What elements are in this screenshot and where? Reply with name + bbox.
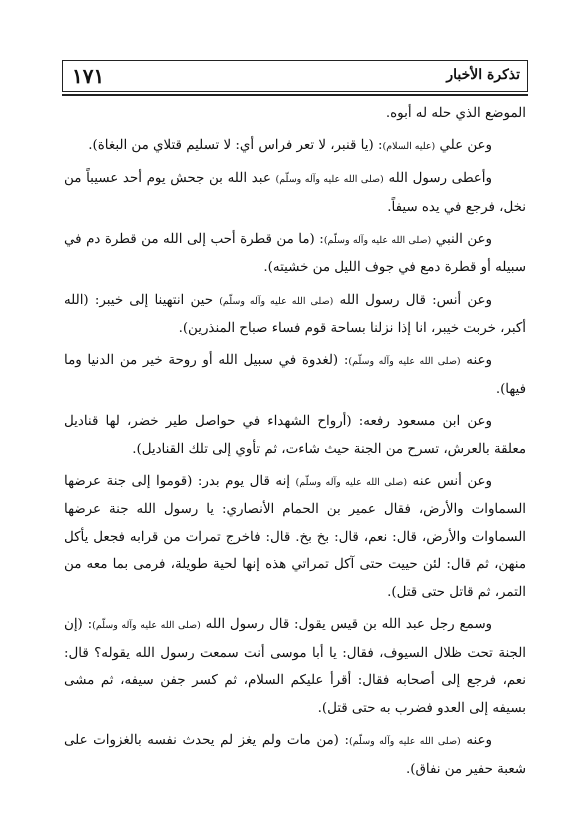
text-segment: وعنه [460,732,492,748]
paragraph [64,132,526,161]
paragraph [64,408,526,463]
running-title: تذكرة الأخبار [446,67,520,83]
honorific-phrase: (صلى الله عليه وآله وسلّم) [92,620,201,632]
honorific-phrase: (صلى الله عليه وآله وسلّم) [349,735,461,747]
text-segment: وعن النبي [431,231,492,247]
text-segment: إنه قال يوم بدر: (قوموا إلى جنة عرضها السماوات والأرض، فقال عمير بن الحمام الأنصاري: يا رسول الله جنة عرضها السماوات والأرض، قال: نعم، قال: بخ بخ. قال: فاخرج تمرات من قرابه فجعل يأكل منهن، ثم قال: لئن حييت حتى آكل تمراتي هذه إنها لحية طويلة، فرمى بما معه من التمر، ثم قاتل حتى قتل). [64,473,526,600]
honorific-phrase: (صلى الله عليه وآله وسلّم) [219,295,334,307]
text-segment: وسمع رجل عبد الله بن قيس يقول: قال رسول الله [200,617,492,633]
text-segment: وعن أنس عنه [407,473,492,489]
body-text [64,100,526,788]
paragraph [64,165,526,221]
text-segment: حين انتهينا إلى خيبر: (الله أكبر، خربت خيبر، انا إذا نزلنا بساحة قوم فساء صباح المنذرين). [64,292,526,337]
paragraph [64,100,526,128]
paragraph [64,727,526,783]
header-rule [62,94,528,96]
paragraph [64,226,526,282]
text-segment: وعنه [460,353,492,369]
text-segment: : (لغدوة في سبيل الله أو روحة خير من الدنيا وما فيها). [64,353,526,397]
paragraph [64,287,526,343]
honorific-phrase: (صلى الله عليه وآله وسلّم) [348,356,461,368]
text-segment: عبد الله بن جحش يوم أحد عسيباً من نخل، فرجع في يده سيفاً. [64,171,526,215]
paragraph [64,468,526,607]
honorific-phrase: (عليه السلام) [382,141,436,153]
text-segment: وعن ابن مسعود رفعه: (أرواح الشهداء في حواصل طير خضر، لها قناديل معلقة بالعرش، تسرح من الجنة حيث شاءت، ثم تأوي إلى تلك القناديل). [64,413,526,457]
honorific-phrase: (صلى الله عليه وآله وسلّم) [275,174,384,186]
paragraph [64,347,526,403]
paragraph [64,611,526,722]
text-segment: : (إن الجنة تحت ظلال السيوف، فقال: يا أبا موسى أنت سمعت رسول الله يقوله؟ قال: نعم، فرجع إلى أصحابه فقال: أقرأ عليكم السلام، ثم كسر جفن سيفه، ثم مشى بسيفه إلى العدو فضرب به حتى قتل). [64,617,526,716]
page-number: ١٧١ [72,64,105,88]
text-segment: وأعطى رسول الله [383,171,492,187]
text-segment: : (من مات ولم يغز لم يحدث نفسه بالغزوات على شعبة حفير من نفاق). [64,732,526,777]
page-header [62,60,528,94]
text-segment: الموضع الذي حله له أبوه. [385,106,526,121]
honorific-phrase: (صلى الله عليه وآله وسلّم) [295,476,408,488]
honorific-phrase: (صلى الله عليه وآله وسلّم) [323,234,432,246]
text-segment: : (يا قنبر، لا تعر فراس أي: لا تسليم قتلاي من البغاة). [88,138,383,154]
text-segment: وعن علي [435,138,492,154]
text-segment: وعن أنس: قال رسول الله [333,292,492,308]
text-segment: : (ما من قطرة أحب إلى الله من قطرة دم في سبيله أو قطرة دمع في جوف الليل من خشيته). [64,231,526,276]
